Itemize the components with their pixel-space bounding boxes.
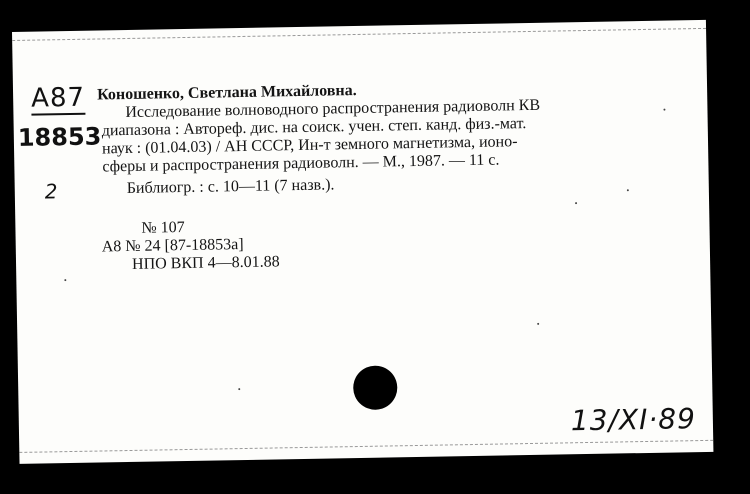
accession-number: № 107: [141, 219, 185, 237]
npo-stamp: НПО ВКП 4—8.01.88: [131, 253, 280, 273]
handwritten-mark: 2: [44, 179, 58, 204]
author-heading: Коношенко, Светлана Михайловна.: [96, 81, 357, 104]
speck: [663, 109, 665, 111]
catalog-card: [12, 20, 713, 464]
handwritten-date: 13/XI·89: [570, 402, 697, 438]
speck: [575, 202, 577, 204]
bibliography-note: Библиогр. : с. 10—11 (7 назв.).: [126, 176, 335, 198]
top-edge-dashes: [12, 28, 706, 41]
speck: [238, 388, 240, 390]
shelf-mark-line2: 18853: [17, 122, 102, 152]
card-punch-hole: [353, 365, 398, 410]
bottom-edge-dashes: [19, 440, 713, 453]
shelf-mark-line1: A87: [30, 82, 86, 114]
title-line-4: сферы и распространения радиоволн. — М., 1987. — 11 с.: [102, 151, 500, 176]
speck: [627, 189, 629, 191]
title-line-3: наук : (01.04.03) / АН СССР, Ин-т земного магнетизма, ионо-: [101, 133, 518, 158]
title-line-1: Исследование волноводного распространения радиоволн КВ: [125, 96, 541, 122]
speck: [64, 279, 66, 281]
call-number: А8 № 24 [87-18853а]: [101, 235, 244, 256]
title-line-2: диапазона : Автореф. дис. на соиск. учен. степ. канд. физ.-мат.: [101, 115, 527, 140]
speck: [537, 323, 539, 325]
